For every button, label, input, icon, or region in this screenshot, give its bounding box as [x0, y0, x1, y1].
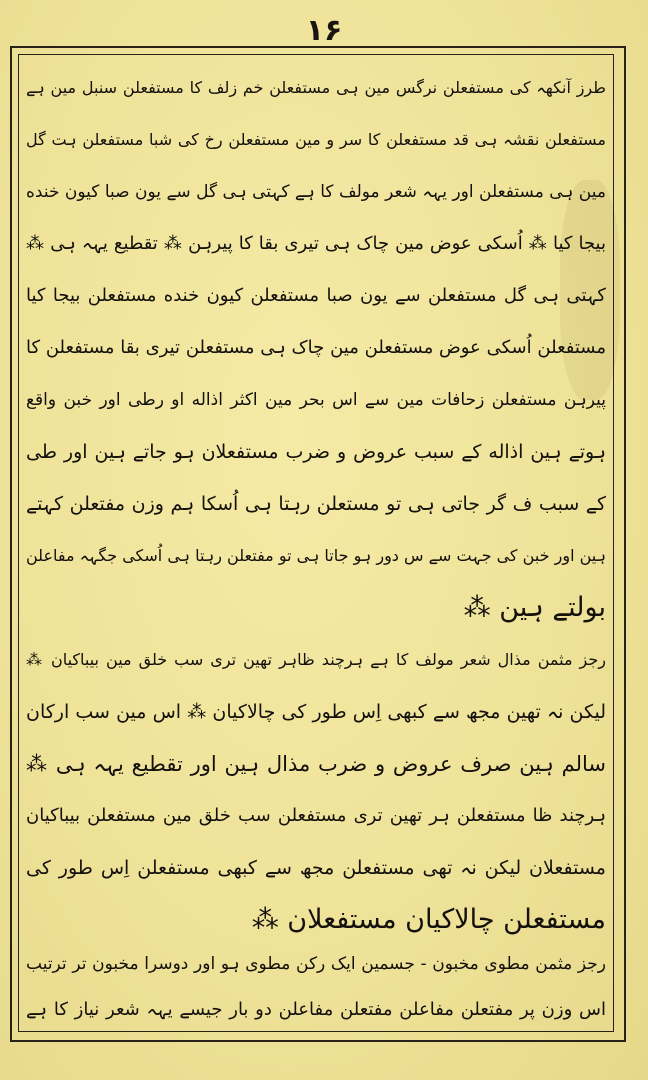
text-line-18: رجز مثمن مطوی مخبون - جسمین ایک رکن مطوی ہو اور دوسرا مخبون تر ترتیب [26, 954, 606, 974]
text-line-4: بیجا کیا ⁂ اُسکی عوض مین چاک ہی تیری بقا کا پیرہن ⁂ تقطیع یہہ ہی ⁂ [26, 233, 606, 254]
text-line-15: ہرچند ظا مستفعلن ہر تھین تری مستفعلن سب خلق مین مستفعلن بیباکیان [26, 805, 606, 826]
text-line-11: بولتے ہین ⁂ [463, 592, 606, 623]
page-number: ۱۶ [305, 13, 343, 48]
text-line-10: ہین اور خبن کی جہت سے س دور ہو جاتا ہی تو مفتعلن رہتا ہی اُسکی جگہہ مفاعلن [26, 546, 606, 565]
text-line-5: کہتی ہی گل مستفعلن سے یون صبا مستفعلن کیون خنده مستفعلن بیجا کیا [26, 285, 606, 306]
text-line-14: سالم ہین صرف عروض و ضرب مذال ہین اور تقطیع یہہ ہی ⁂ [26, 752, 606, 776]
text-line-3: مین ہی مستفعلن اور یہہ شعر مولف کا ہے کہتی ہی گل سے یون صبا کیون خنده [26, 182, 606, 202]
text-line-16: مستفعلان لیکن نہ تھی مستفعلن مجھ سے کبھی مستفعلن اِس طور کی [26, 857, 606, 879]
text-line-12: رجز مثمن مذال شعر مولف کا ہے ہرچند ظاہر تھین تری سب خلق مین بیباکیان ⁂ [26, 650, 606, 669]
urdu-text-block [26, 58, 606, 1018]
text-line-19: اس وزن پر مفتعلن مفاعلن مفتعلن مفاعلن دو بار جیسے یہہ شعر نیاز کا ہے [26, 999, 606, 1020]
text-line-1: طرز آنکھہ کی مستفعلن نرگس مین ہی مستفعلن خم زلف کا مستفعلن سنبل مین ہے [26, 78, 606, 97]
text-line-9: کے سبب ف گر جاتی ہی تو مستعلن رہتا ہی اُسکا ہم وزن مفتعلن کہتے [26, 493, 606, 515]
text-line-13: لیکن نہ تھین مجھ سے کبھی اِس طور کی چالاکیان ⁂ اس مین سب ارکان [26, 701, 606, 723]
text-line-7: پیرہن مستفعلن زحافات مین سے اس بحر مین اکثر اذاله او رطی اور خبن واقع [26, 390, 606, 410]
text-line-6: مستفعلن اُسکی عوض مستفعلن مین چاک ہی مستفعلن تیری بقا مستفعلن کا [26, 337, 606, 358]
text-line-8: ہوتے ہین اذاله کے سبب عروض و ضرب مستفعلان ہو جاتے ہین اور طی [26, 441, 606, 463]
text-line-17: مستفعلن چالاکیان مستفعلان ⁂ [251, 904, 606, 935]
text-line-2: مستفعلن نقشہ ہی قد مستفعلن کا سر و مین مستفعلن رخ کی شبا مستفعلن ہت گل [26, 130, 606, 149]
